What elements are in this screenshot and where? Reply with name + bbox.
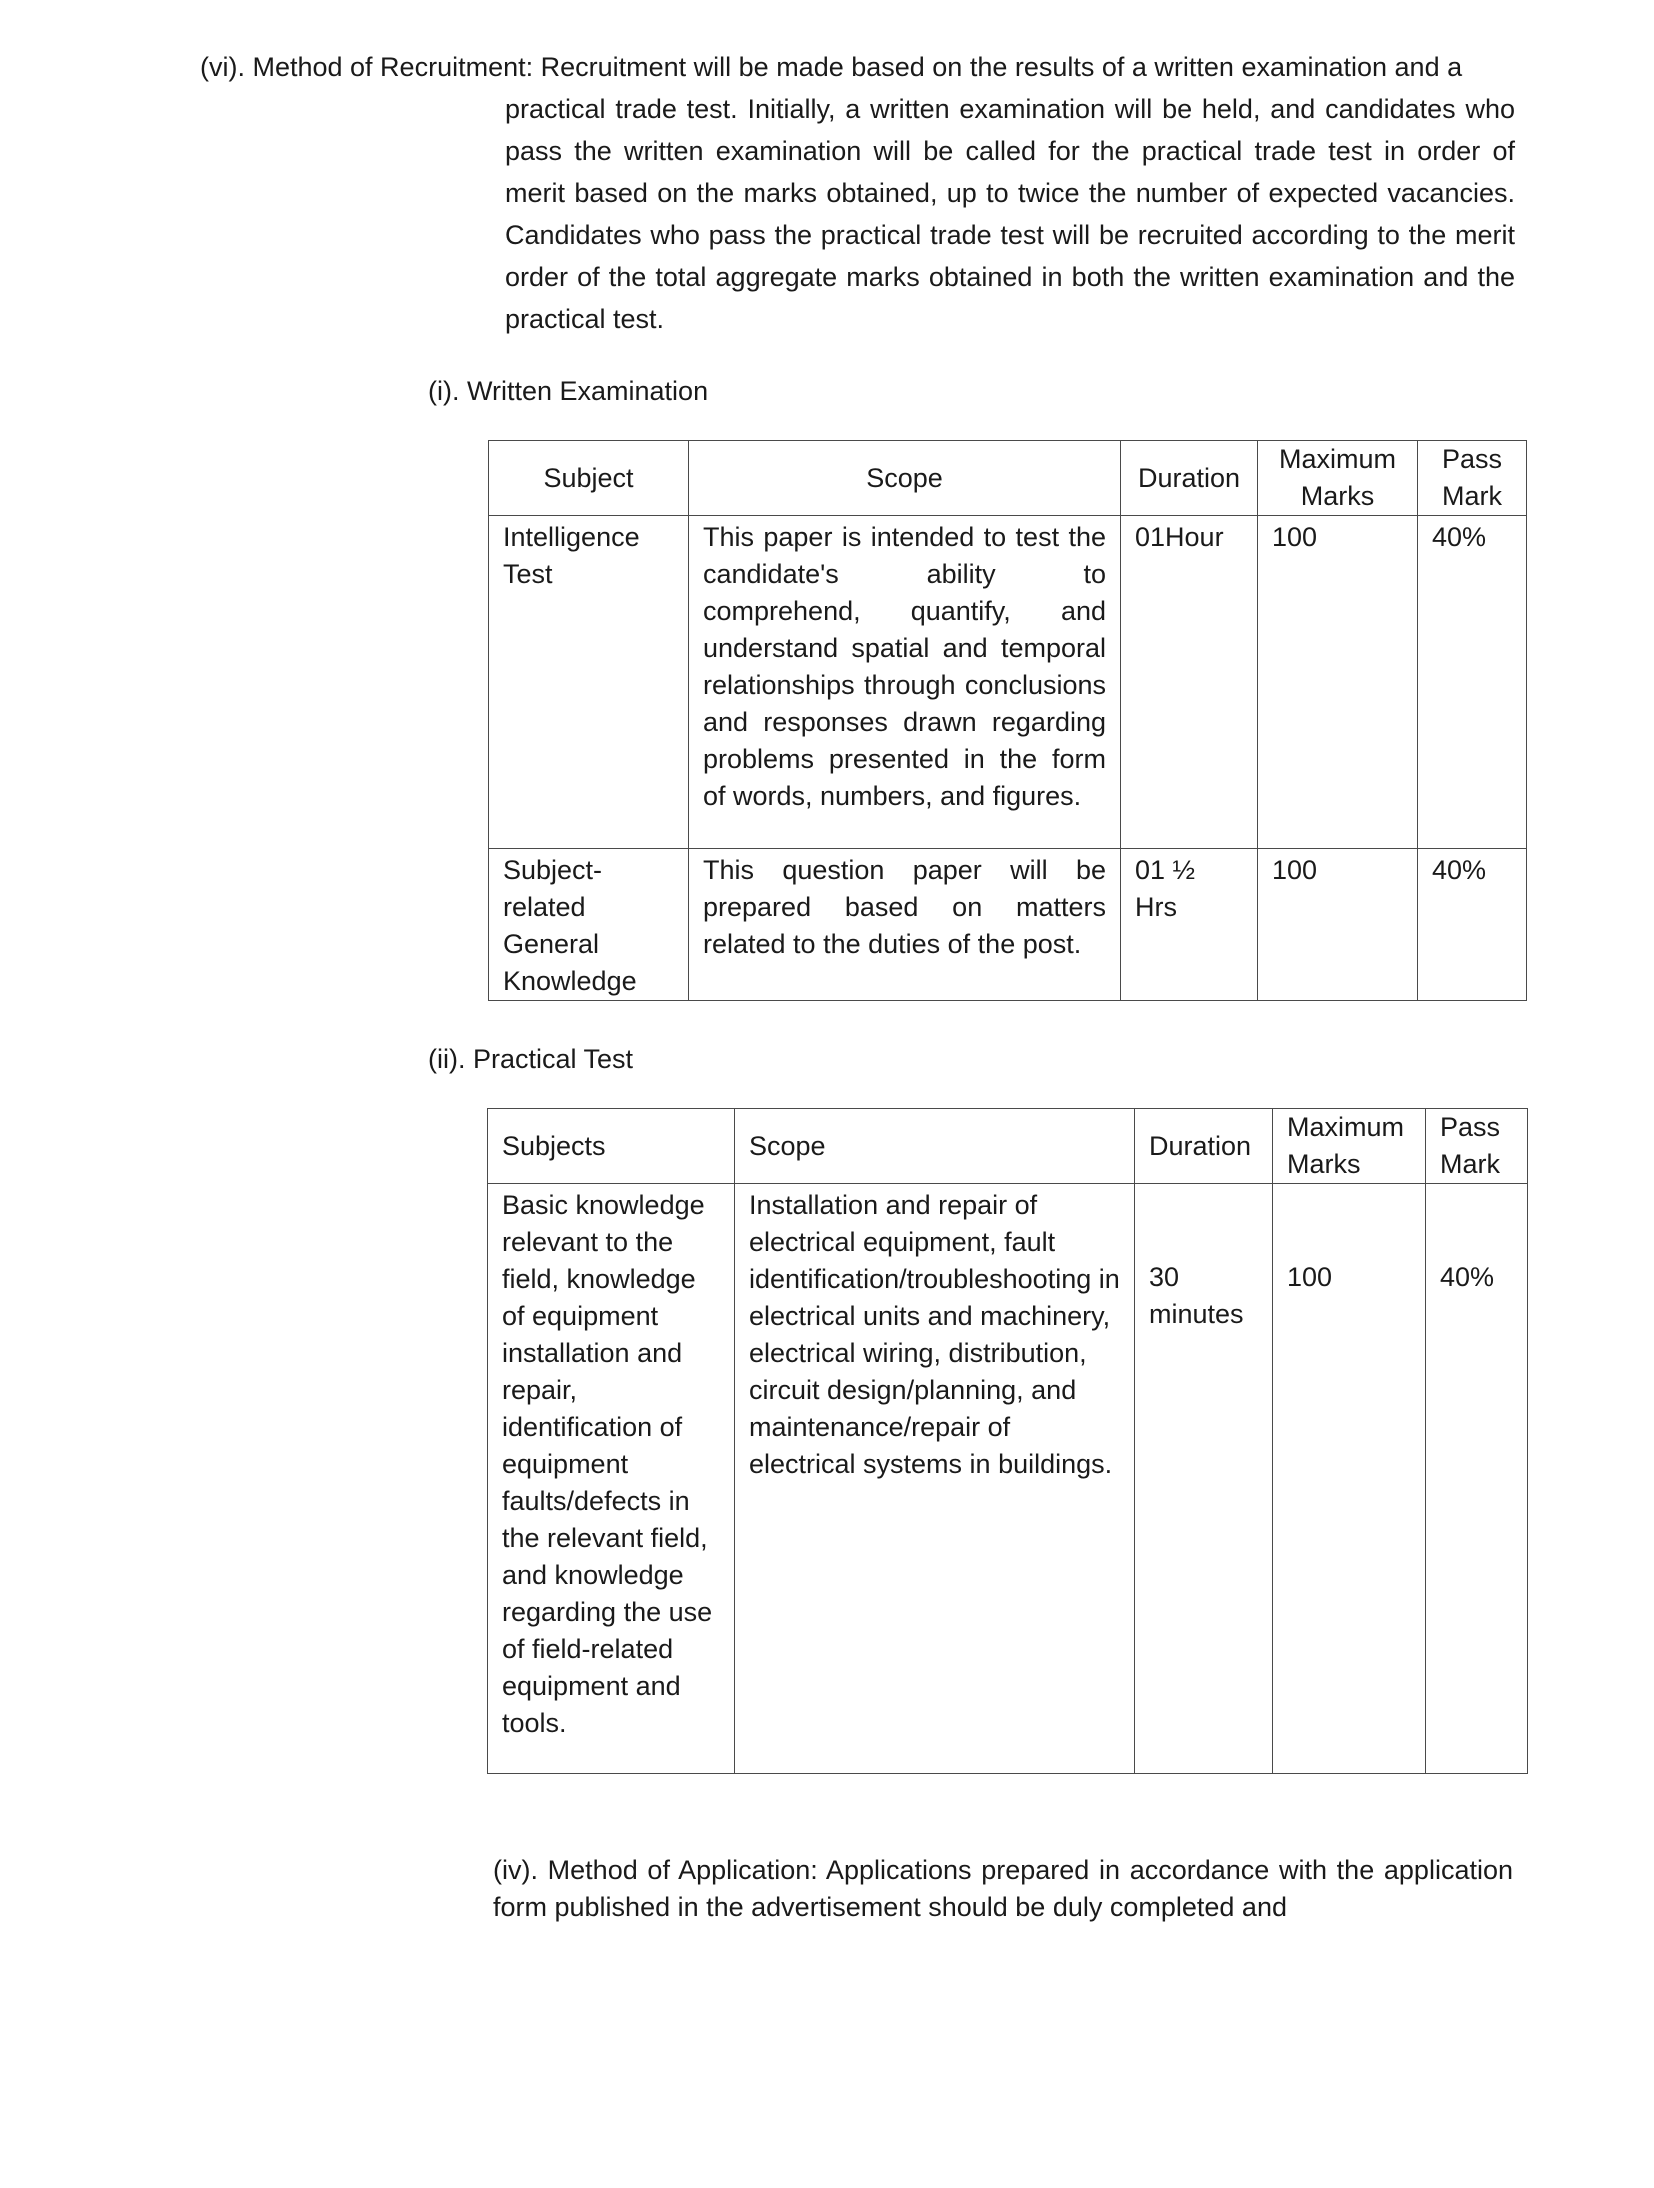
subjects-cell: Basic knowledge relevant to the field, knowledge of equipment installation and repair, identification of equipment faults/defects in the relevant field, and knowledge regarding the use of field-related equipment and tools. [488,1184,735,1774]
written-exam-heading: (i). Written Examination [428,376,709,406]
header-max-marks: Maximum Marks [1273,1109,1426,1184]
application-paragraph: (iv). Method of Application: Applications prepared in accordance with the application form published in the advertisement should be duly completed and [493,1855,1513,1922]
recruitment-first-line: (vi). Method of Recruitment: Recruitment will be made based on the results of a written examination and a [200,52,1463,82]
practical-test-heading: (ii). Practical Test [428,1044,634,1074]
pass-mark-cell: 40% [1418,849,1527,1001]
practical-test-table [487,1108,1528,1774]
pass-mark-cell: 40% [1426,1184,1528,1774]
table-header-row [488,1109,1528,1184]
duration-cell: 30 minutes [1135,1184,1273,1774]
max-marks-cell: 100 [1258,516,1418,849]
scope-cell: Installation and repair of electrical equipment, fault identification/troubleshooting in electrical units and machinery, electrical wiring, distribution, circuit design/planning, and maintenance/repair of electrical systems in buildings. [735,1184,1135,1774]
recruitment-paragraph: practical trade test. Initially, a written examination will be held, and candidates who pass the written examination will be called for the practical trade test in order of merit based on the marks obtained, up to twice the number of expected vacancies. Candidates who pass the practical trade test will be recruited according to the merit order of the total aggregate marks obtained in both the written examination and the practical test. [505,94,1515,334]
header-scope: Scope [689,441,1121,516]
scope-cell: This paper is intended to test the candidate's ability to comprehend, quantify, and understand spatial and temporal relationships through conclusions and responses drawn regarding problems presented in the form of words, numbers, and figures. [689,516,1121,849]
max-marks-cell: 100 [1273,1184,1426,1774]
header-max-marks: Maximum Marks [1258,441,1418,516]
scope-cell: This question paper will be prepared based on matters related to the duties of the post. [689,849,1121,1001]
pass-mark-cell: 40% [1418,516,1527,849]
table-row [489,849,1527,1001]
header-duration: Duration [1135,1109,1273,1184]
table-row [489,516,1527,849]
subject-cell: Intelligence Test [489,516,689,849]
duration-cell: 01Hour [1121,516,1258,849]
max-marks-cell: 100 [1258,849,1418,1001]
header-pass-mark: Pass Mark [1418,441,1527,516]
header-subjects: Subjects [488,1109,735,1184]
header-subject: Subject [489,441,689,516]
subject-cell: Subject-related General Knowledge [489,849,689,1001]
header-scope: Scope [735,1109,1135,1184]
written-exam-table [488,440,1527,1001]
table-header-row [489,441,1527,516]
table-row [488,1184,1528,1774]
header-duration: Duration [1121,441,1258,516]
header-pass-mark: Pass Mark [1426,1109,1528,1184]
duration-cell: 01 ½ Hrs [1121,849,1258,1001]
